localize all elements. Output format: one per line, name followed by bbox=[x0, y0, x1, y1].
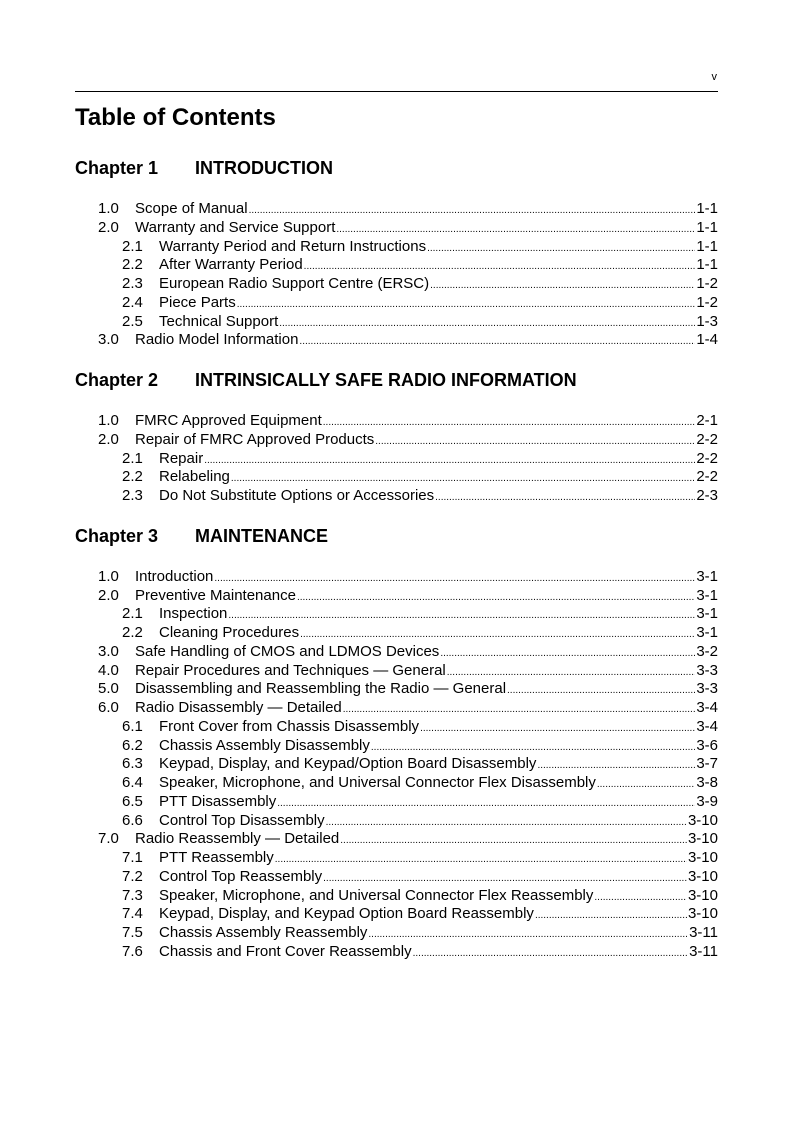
toc-entry-title: PTT Disassembly bbox=[159, 792, 277, 810]
toc-entry-page: 3-4 bbox=[696, 699, 718, 716]
chapter-title: INTRODUCTION bbox=[195, 158, 333, 178]
toc-entry-page: 3-8 bbox=[696, 774, 718, 791]
toc-entry-title: Chassis Assembly Reassembly bbox=[159, 924, 368, 941]
toc-entry[interactable] bbox=[75, 468, 718, 487]
toc-entry-title: Warranty and Service Support bbox=[135, 218, 336, 236]
toc-entry-title: Control Top Disassembly bbox=[159, 811, 325, 829]
chapter-heading bbox=[75, 368, 718, 392]
toc-entry-number: 7.3 bbox=[122, 886, 143, 904]
toc-entry-title: Do Not Substitute Options or Accessories bbox=[159, 487, 435, 504]
dot-leader bbox=[368, 926, 688, 945]
toc-entry-number: 2.2 bbox=[122, 468, 143, 486]
toc-entry[interactable] bbox=[75, 487, 718, 506]
toc-entry[interactable] bbox=[75, 450, 718, 469]
toc-entry-page: 3-11 bbox=[689, 942, 718, 960]
page-number: v bbox=[711, 71, 717, 83]
toc-entry-page: 3-3 bbox=[696, 680, 718, 698]
dot-leader bbox=[204, 452, 695, 471]
toc-entry-number: 7.5 bbox=[122, 924, 143, 941]
toc-entry-page: 3-10 bbox=[687, 811, 718, 829]
toc-entry[interactable] bbox=[75, 924, 718, 943]
toc-entry[interactable] bbox=[75, 699, 718, 718]
toc-entry-title: European Radio Support Centre (ERSC) bbox=[159, 275, 430, 292]
toc-entry-number: 6.6 bbox=[122, 811, 143, 829]
chapter-section bbox=[75, 368, 718, 506]
toc-entry-page: 1-1 bbox=[696, 237, 718, 255]
toc-entry-page: 3-1 bbox=[696, 605, 718, 623]
toc-entry-page: 3-10 bbox=[687, 905, 718, 923]
toc-entry-page: 2-2 bbox=[696, 449, 718, 467]
dot-leader bbox=[237, 296, 696, 315]
toc-entry-title: Piece Parts bbox=[159, 293, 236, 311]
toc-entry-title: Speaker, Microphone, and Universal Connector Flex Reassembly bbox=[159, 886, 594, 904]
toc-entry-number: 2.1 bbox=[122, 605, 143, 623]
toc-entry-page: 3-10 bbox=[687, 849, 718, 866]
toc-entry[interactable] bbox=[75, 887, 718, 906]
toc-entry[interactable] bbox=[75, 605, 718, 624]
toc-entry-number: 7.0 bbox=[98, 830, 119, 848]
toc-entry-number: 2.2 bbox=[122, 256, 143, 274]
dot-leader bbox=[275, 851, 687, 870]
toc-entry-title: Chassis Assembly Disassembly bbox=[159, 736, 370, 754]
toc-entry-title: Control Top Reassembly bbox=[159, 867, 323, 885]
toc-entry-number: 3.0 bbox=[98, 331, 119, 349]
toc-entry-page: 3-6 bbox=[696, 736, 718, 754]
toc-entry[interactable] bbox=[75, 737, 718, 756]
dot-leader bbox=[597, 776, 695, 795]
toc-entry-number: 2.1 bbox=[122, 449, 143, 467]
toc-entry-page: 3-1 bbox=[696, 567, 718, 585]
toc-entry[interactable] bbox=[75, 830, 718, 849]
toc-entry[interactable] bbox=[75, 755, 718, 774]
toc-entry[interactable] bbox=[75, 905, 718, 924]
toc-entry-number: 2.3 bbox=[122, 487, 143, 504]
toc-entry-list bbox=[75, 200, 718, 350]
toc-entry-number: 2.0 bbox=[98, 430, 119, 448]
dot-leader bbox=[340, 832, 687, 851]
toc-entry-page: 3-9 bbox=[696, 792, 718, 810]
toc-entry-number: 6.1 bbox=[122, 717, 143, 735]
toc-entry-number: 2.0 bbox=[98, 218, 119, 236]
dot-leader bbox=[277, 795, 695, 814]
toc-entry[interactable] bbox=[75, 943, 718, 962]
header-rule bbox=[75, 91, 718, 92]
toc-entry-title: Cleaning Procedures bbox=[159, 624, 300, 641]
chapter-label: Chapter 1 bbox=[75, 158, 159, 178]
toc-entry-title: Chassis and Front Cover Reassembly bbox=[159, 942, 412, 960]
toc-entry-title: Radio Disassembly — Detailed bbox=[135, 699, 342, 716]
toc-entry-number: 2.1 bbox=[122, 237, 143, 255]
toc-entry[interactable] bbox=[75, 812, 718, 831]
toc-entry-page: 3-10 bbox=[687, 830, 718, 848]
toc-entry-page: 2-3 bbox=[696, 487, 718, 504]
toc-entry[interactable] bbox=[75, 643, 718, 662]
dot-leader bbox=[435, 489, 695, 508]
toc-entry-title: Warranty Period and Return Instructions bbox=[159, 237, 427, 255]
dot-leader bbox=[420, 720, 695, 739]
toc-entry-number: 2.2 bbox=[122, 624, 143, 641]
toc-entry[interactable] bbox=[75, 793, 718, 812]
dot-leader bbox=[430, 277, 695, 296]
toc-entry-page: 3-1 bbox=[696, 624, 718, 641]
chapter-section bbox=[75, 524, 718, 962]
toc-entry-page: 3-7 bbox=[696, 755, 718, 773]
dot-leader bbox=[507, 682, 695, 701]
dot-leader bbox=[440, 645, 695, 664]
toc-entry[interactable] bbox=[75, 662, 718, 681]
toc-entry[interactable] bbox=[75, 718, 718, 737]
toc-entry-title: Repair Procedures and Techniques — General bbox=[135, 661, 446, 679]
toc-entry-list bbox=[75, 412, 718, 506]
toc-entry-page: 2-2 bbox=[696, 430, 718, 448]
dot-leader bbox=[326, 814, 687, 833]
toc-entry-number: 1.0 bbox=[98, 412, 119, 429]
dot-leader bbox=[323, 414, 696, 433]
toc-entry[interactable] bbox=[75, 774, 718, 793]
toc-entry-page: 3-1 bbox=[696, 586, 718, 604]
toc-entry-number: 3.0 bbox=[98, 642, 119, 660]
toc-entry-page: 2-1 bbox=[696, 412, 718, 429]
toc-entry-number: 6.5 bbox=[122, 792, 143, 810]
toc-entry[interactable] bbox=[75, 868, 718, 887]
toc-entry-number: 7.4 bbox=[122, 905, 143, 923]
dot-leader bbox=[279, 315, 695, 334]
toc-entry-page: 1-1 bbox=[696, 200, 718, 217]
toc-entry[interactable] bbox=[75, 431, 718, 450]
toc-entry-number: 2.5 bbox=[122, 312, 143, 330]
dot-leader bbox=[299, 333, 695, 352]
dot-leader bbox=[594, 889, 687, 908]
toc-entry[interactable] bbox=[75, 587, 718, 606]
table-of-contents bbox=[75, 156, 718, 980]
toc-entry-title: Safe Handling of CMOS and LDMOS Devices bbox=[135, 642, 440, 660]
toc-entry-list bbox=[75, 568, 718, 962]
toc-entry-title: Keypad, Display, and Keypad Option Board Reassembly bbox=[159, 905, 534, 923]
toc-entry[interactable] bbox=[75, 256, 718, 275]
toc-entry-page: 1-3 bbox=[696, 312, 718, 330]
toc-entry-title: Repair of FMRC Approved Products bbox=[135, 430, 375, 448]
toc-entry-page: 1-2 bbox=[696, 293, 718, 311]
toc-entry-title: Technical Support bbox=[159, 312, 279, 330]
toc-entry-number: 2.3 bbox=[122, 275, 143, 292]
toc-entry-title: Inspection bbox=[159, 605, 228, 623]
toc-entry-page: 3-10 bbox=[687, 886, 718, 904]
chapter-section bbox=[75, 156, 718, 350]
dot-leader bbox=[427, 240, 695, 259]
toc-entry-page: 3-11 bbox=[689, 924, 718, 941]
toc-entry-number: 6.3 bbox=[122, 755, 143, 773]
toc-entry-number: 6.4 bbox=[122, 774, 143, 791]
toc-entry-title: Disassembling and Reassembling the Radio — General bbox=[135, 680, 507, 698]
toc-entry-page: 3-10 bbox=[687, 867, 718, 885]
dot-leader bbox=[375, 433, 695, 452]
toc-entry-page: 3-2 bbox=[696, 642, 718, 660]
toc-entry-page: 3-3 bbox=[696, 661, 718, 679]
toc-entry-title: Relabeling bbox=[159, 468, 230, 486]
toc-entry-number: 6.2 bbox=[122, 736, 143, 754]
toc-entry[interactable] bbox=[75, 412, 718, 431]
chapter-heading bbox=[75, 524, 718, 548]
toc-entry-page: 2-2 bbox=[696, 468, 718, 486]
toc-entry-page: 1-1 bbox=[696, 218, 718, 236]
toc-entry-number: 4.0 bbox=[98, 661, 119, 679]
toc-entry[interactable] bbox=[75, 275, 718, 294]
toc-entry-page: 1-1 bbox=[696, 256, 718, 274]
toc-entry-title: FMRC Approved Equipment bbox=[135, 412, 322, 429]
chapter-title: INTRINSICALLY SAFE RADIO INFORMATION bbox=[195, 370, 577, 390]
toc-entry[interactable] bbox=[75, 313, 718, 332]
toc-entry[interactable] bbox=[75, 200, 718, 219]
toc-entry[interactable] bbox=[75, 331, 718, 350]
toc-entry-page: 1-2 bbox=[696, 275, 718, 292]
toc-entry[interactable] bbox=[75, 680, 718, 699]
toc-entry-title: Repair bbox=[159, 449, 204, 467]
toc-entry-title: Speaker, Microphone, and Universal Connector Flex Disassembly bbox=[159, 774, 596, 791]
toc-entry-title: Introduction bbox=[135, 567, 214, 585]
toc-entry-title: Radio Reassembly — Detailed bbox=[135, 830, 340, 848]
dot-leader bbox=[297, 589, 695, 608]
toc-entry-title: PTT Reassembly bbox=[159, 849, 274, 866]
toc-entry-number: 1.0 bbox=[98, 567, 119, 585]
toc-entry-title: Keypad, Display, and Keypad/Option Board Disassembly bbox=[159, 755, 537, 773]
toc-entry[interactable] bbox=[75, 219, 718, 238]
chapter-title: MAINTENANCE bbox=[195, 525, 328, 546]
chapter-heading bbox=[75, 156, 718, 180]
toc-entry-number: 6.0 bbox=[98, 699, 119, 716]
toc-entry[interactable] bbox=[75, 849, 718, 868]
toc-entry-title: Radio Model Information bbox=[135, 331, 299, 349]
toc-entry-number: 7.2 bbox=[122, 867, 143, 885]
toc-entry-title: Scope of Manual bbox=[135, 200, 248, 217]
chapter-label: Chapter 3 bbox=[75, 525, 159, 546]
toc-entry-title: Front Cover from Chassis Disassembly bbox=[159, 717, 420, 735]
toc-entry-title: After Warranty Period bbox=[159, 256, 303, 274]
toc-entry[interactable] bbox=[75, 624, 718, 643]
toc-entry[interactable] bbox=[75, 568, 718, 587]
dot-leader bbox=[535, 907, 687, 926]
toc-entry[interactable] bbox=[75, 238, 718, 257]
dot-leader bbox=[413, 945, 688, 964]
toc-entry[interactable] bbox=[75, 294, 718, 313]
toc-entry-number: 2.4 bbox=[122, 293, 143, 311]
toc-entry-number: 2.0 bbox=[98, 586, 119, 604]
toc-entry-title: Preventive Maintenance bbox=[135, 586, 296, 604]
toc-entry-page: 3-4 bbox=[696, 717, 718, 735]
toc-entry-number: 5.0 bbox=[98, 680, 119, 698]
toc-entry-number: 1.0 bbox=[98, 200, 119, 217]
chapter-label: Chapter 2 bbox=[75, 370, 159, 390]
toc-entry-number: 7.6 bbox=[122, 942, 143, 960]
page-title: Table of Contents bbox=[75, 104, 276, 131]
toc-entry-page: 1-4 bbox=[696, 331, 718, 349]
toc-entry-number: 7.1 bbox=[122, 849, 143, 866]
